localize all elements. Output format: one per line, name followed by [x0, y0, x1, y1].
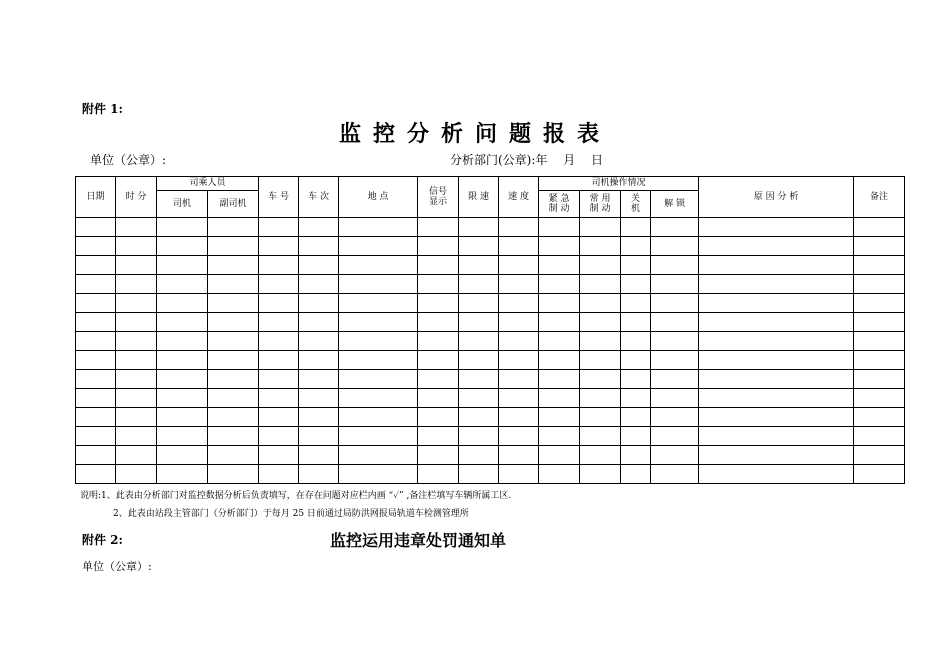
table-cell — [699, 294, 854, 313]
table-cell — [339, 256, 418, 275]
table-cell — [539, 370, 580, 389]
table-cell — [116, 465, 157, 484]
unit-stamp-label-2: 单位（公章）: — [82, 560, 152, 573]
table-cell — [116, 370, 157, 389]
table-cell — [339, 446, 418, 465]
table-cell — [651, 351, 699, 370]
table-cell — [157, 275, 208, 294]
table-cell — [299, 427, 339, 446]
header-train-no: 车 次 — [299, 177, 339, 218]
table-cell — [116, 275, 157, 294]
header-co-driver: 副司机 — [208, 191, 259, 218]
table-cell — [539, 218, 580, 237]
table-cell — [539, 294, 580, 313]
table-cell — [116, 351, 157, 370]
table-cell — [259, 313, 299, 332]
header-shutdown: 关 机 — [621, 191, 651, 218]
table-row — [76, 275, 905, 294]
table-cell — [854, 446, 905, 465]
table-row — [76, 446, 905, 465]
table-cell — [339, 313, 418, 332]
table-cell — [418, 389, 459, 408]
table-cell — [854, 275, 905, 294]
table-cell — [499, 427, 539, 446]
table-cell — [539, 351, 580, 370]
table-cell — [499, 294, 539, 313]
table-cell — [208, 237, 259, 256]
table-row — [76, 313, 905, 332]
table-cell — [157, 256, 208, 275]
table-cell — [580, 237, 621, 256]
table-cell — [418, 332, 459, 351]
table-cell — [621, 465, 651, 484]
table-cell — [418, 465, 459, 484]
report-title: 监控分析问题报表 — [338, 121, 611, 147]
table-cell — [259, 275, 299, 294]
table-cell — [259, 351, 299, 370]
table-cell — [580, 218, 621, 237]
table-cell — [299, 332, 339, 351]
table-cell — [299, 218, 339, 237]
table-cell — [339, 370, 418, 389]
table-cell — [651, 275, 699, 294]
table-cell — [76, 275, 116, 294]
table-cell — [651, 427, 699, 446]
table-cell — [580, 256, 621, 275]
table-cell — [76, 256, 116, 275]
table-row — [76, 408, 905, 427]
table-row — [76, 237, 905, 256]
table-cell — [339, 218, 418, 237]
table-cell — [116, 313, 157, 332]
analysis-dept-date-label: 分析部门(公章):年 月 日 — [450, 153, 604, 167]
unit-stamp-label: 单位（公章）: — [90, 153, 167, 167]
attachment-1-label: 附件 1: — [82, 102, 123, 116]
table-cell — [259, 370, 299, 389]
table-cell — [157, 389, 208, 408]
table-cell — [339, 408, 418, 427]
table-cell — [76, 389, 116, 408]
table-cell — [854, 218, 905, 237]
table-cell — [539, 256, 580, 275]
table-cell — [339, 351, 418, 370]
table-cell — [651, 294, 699, 313]
table-cell — [651, 389, 699, 408]
table-cell — [699, 370, 854, 389]
table-cell — [418, 446, 459, 465]
table-cell — [299, 389, 339, 408]
table-cell — [651, 256, 699, 275]
table-cell — [157, 332, 208, 351]
table-cell — [854, 427, 905, 446]
table-cell — [259, 446, 299, 465]
table-cell — [699, 313, 854, 332]
table-cell — [651, 332, 699, 351]
table-cell — [854, 256, 905, 275]
table-cell — [418, 408, 459, 427]
table-cell — [299, 465, 339, 484]
table-cell — [854, 332, 905, 351]
table-cell — [651, 237, 699, 256]
table-cell — [157, 465, 208, 484]
table-cell — [699, 332, 854, 351]
table-cell — [259, 465, 299, 484]
table-cell — [418, 256, 459, 275]
table-cell — [539, 408, 580, 427]
table-cell — [580, 408, 621, 427]
table-cell — [854, 408, 905, 427]
table-cell — [699, 256, 854, 275]
table-cell — [116, 256, 157, 275]
header-time: 时 分 — [116, 177, 157, 218]
table-cell — [621, 313, 651, 332]
table-cell — [339, 389, 418, 408]
table-row — [76, 370, 905, 389]
header-crew: 司乘人员 — [157, 177, 259, 191]
table-cell — [208, 389, 259, 408]
table-cell — [208, 446, 259, 465]
table-cell — [459, 275, 499, 294]
table-cell — [621, 370, 651, 389]
table-cell — [208, 427, 259, 446]
table-cell — [621, 408, 651, 427]
table-cell — [621, 389, 651, 408]
table-cell — [621, 332, 651, 351]
table-cell — [854, 237, 905, 256]
table-cell — [539, 332, 580, 351]
table-cell — [854, 370, 905, 389]
table-cell — [499, 332, 539, 351]
table-cell — [259, 256, 299, 275]
table-cell — [459, 389, 499, 408]
table-cell — [76, 218, 116, 237]
table-cell — [339, 294, 418, 313]
table-cell — [539, 446, 580, 465]
table-cell — [116, 218, 157, 237]
table-cell — [621, 237, 651, 256]
header-signal: 信号显示 — [418, 177, 459, 218]
table-cell — [208, 408, 259, 427]
table-cell — [459, 408, 499, 427]
table-cell — [651, 313, 699, 332]
table-cell — [76, 408, 116, 427]
table-cell — [539, 427, 580, 446]
table-cell — [259, 408, 299, 427]
table-cell — [157, 351, 208, 370]
table-cell — [499, 275, 539, 294]
table-cell — [499, 389, 539, 408]
table-cell — [76, 351, 116, 370]
table-cell — [157, 218, 208, 237]
table-cell — [76, 446, 116, 465]
table-cell — [299, 370, 339, 389]
table-cell — [418, 218, 459, 237]
table-cell — [459, 427, 499, 446]
table-cell — [299, 313, 339, 332]
table-cell — [699, 351, 854, 370]
header-driver-ops: 司机操作情况 — [539, 177, 699, 191]
attachment-2-label: 附件 2: — [82, 533, 123, 547]
table-cell — [418, 313, 459, 332]
table-cell — [208, 256, 259, 275]
table-cell — [699, 465, 854, 484]
table-cell — [259, 294, 299, 313]
table-cell — [499, 446, 539, 465]
table-cell — [339, 465, 418, 484]
table-cell — [116, 389, 157, 408]
table-cell — [621, 256, 651, 275]
table-cell — [76, 294, 116, 313]
table-cell — [157, 313, 208, 332]
table-cell — [157, 294, 208, 313]
table-cell — [339, 332, 418, 351]
table-cell — [418, 351, 459, 370]
header-cause: 原 因 分 析 — [699, 177, 854, 218]
table-cell — [539, 313, 580, 332]
table-cell — [208, 351, 259, 370]
table-cell — [76, 465, 116, 484]
table-cell — [208, 313, 259, 332]
header-remark: 备注 — [854, 177, 905, 218]
table-cell — [459, 218, 499, 237]
note-line-1: 说明:1、此表由分析部门对监控数据分析后负责填写，在存在问题对应栏内画 “✓” ,备注栏填写车辆所属工区. — [80, 491, 512, 501]
table-cell — [76, 370, 116, 389]
header-service-brake: 常 用 制 动 — [580, 191, 621, 218]
table-cell — [539, 465, 580, 484]
table-cell — [621, 294, 651, 313]
header-date: 日期 — [76, 177, 116, 218]
table-cell — [157, 237, 208, 256]
table-cell — [499, 313, 539, 332]
table-cell — [651, 408, 699, 427]
table-cell — [76, 237, 116, 256]
table-cell — [580, 389, 621, 408]
table-cell — [621, 275, 651, 294]
table-cell — [699, 237, 854, 256]
table-cell — [580, 313, 621, 332]
table-cell — [621, 446, 651, 465]
table-cell — [157, 427, 208, 446]
table-cell — [418, 370, 459, 389]
table-cell — [499, 408, 539, 427]
table-cell — [854, 351, 905, 370]
table-cell — [259, 389, 299, 408]
table-cell — [76, 332, 116, 351]
header-location: 地 点 — [339, 177, 418, 218]
table-cell — [651, 218, 699, 237]
table-cell — [854, 294, 905, 313]
table-row — [76, 427, 905, 446]
header-speed: 速 度 — [499, 177, 539, 218]
table-cell — [208, 294, 259, 313]
table-cell — [299, 237, 339, 256]
table-cell — [539, 237, 580, 256]
table-cell — [621, 351, 651, 370]
table-cell — [499, 465, 539, 484]
table-cell — [699, 389, 854, 408]
table-cell — [459, 332, 499, 351]
table-cell — [418, 427, 459, 446]
table-cell — [116, 294, 157, 313]
table-cell — [499, 218, 539, 237]
note-line-2: 2、此表由站段主管部门（分析部门）于每月 25 日前通过局防洪网报局轨道车检测管理所 — [113, 509, 469, 519]
table-cell — [208, 465, 259, 484]
table-cell — [699, 446, 854, 465]
table-cell — [259, 427, 299, 446]
table-cell — [699, 275, 854, 294]
table-cell — [651, 370, 699, 389]
table-cell — [208, 218, 259, 237]
table-cell — [418, 294, 459, 313]
table-cell — [499, 256, 539, 275]
table-cell — [854, 465, 905, 484]
table-cell — [621, 427, 651, 446]
table-row — [76, 351, 905, 370]
table-cell — [116, 332, 157, 351]
table-cell — [299, 294, 339, 313]
table-cell — [418, 275, 459, 294]
table-cell — [651, 446, 699, 465]
header-speed-limit: 限 速 — [459, 177, 499, 218]
table-row — [76, 218, 905, 237]
table-cell — [339, 427, 418, 446]
monitoring-report-table — [75, 176, 905, 484]
table-cell — [459, 370, 499, 389]
table-cell — [580, 465, 621, 484]
table-cell — [499, 237, 539, 256]
table-cell — [208, 275, 259, 294]
table-cell — [116, 408, 157, 427]
table-cell — [499, 370, 539, 389]
table-cell — [259, 218, 299, 237]
table-cell — [539, 275, 580, 294]
table-cell — [259, 237, 299, 256]
table-cell — [76, 313, 116, 332]
table-cell — [621, 218, 651, 237]
table-cell — [651, 465, 699, 484]
table-cell — [116, 237, 157, 256]
table-cell — [299, 408, 339, 427]
table-cell — [459, 465, 499, 484]
table-cell — [76, 427, 116, 446]
table-cell — [854, 389, 905, 408]
table-cell — [699, 218, 854, 237]
table-cell — [299, 275, 339, 294]
table-cell — [459, 313, 499, 332]
table-cell — [459, 446, 499, 465]
table-cell — [580, 332, 621, 351]
table-row — [76, 465, 905, 484]
table-cell — [580, 427, 621, 446]
table-row — [76, 389, 905, 408]
table-cell — [259, 332, 299, 351]
table-cell — [299, 446, 339, 465]
table-cell — [299, 351, 339, 370]
table-row — [76, 332, 905, 351]
table-cell — [580, 351, 621, 370]
table-cell — [339, 237, 418, 256]
table-cell — [116, 446, 157, 465]
table-row — [76, 256, 905, 275]
table-cell — [339, 275, 418, 294]
table-cell — [208, 332, 259, 351]
table-cell — [459, 237, 499, 256]
table-cell — [418, 237, 459, 256]
table-cell — [580, 370, 621, 389]
table-cell — [157, 446, 208, 465]
table-cell — [459, 256, 499, 275]
table-row — [76, 294, 905, 313]
table-cell — [854, 313, 905, 332]
table-cell — [157, 370, 208, 389]
table-cell — [459, 294, 499, 313]
table-cell — [580, 446, 621, 465]
table-cell — [539, 389, 580, 408]
table-cell — [699, 408, 854, 427]
table-cell — [157, 408, 208, 427]
table-cell — [299, 256, 339, 275]
table-cell — [116, 427, 157, 446]
table-cell — [580, 294, 621, 313]
header-car-no: 车 号 — [259, 177, 299, 218]
header-driver: 司机 — [157, 191, 208, 218]
header-unlock: 解 锁 — [651, 191, 699, 218]
header-emergency-brake: 紧 急 制 动 — [539, 191, 580, 218]
table-cell — [699, 427, 854, 446]
table-cell — [499, 351, 539, 370]
table-cell — [459, 351, 499, 370]
penalty-notice-title: 监控运用违章处罚通知单 — [330, 531, 507, 550]
table-cell — [208, 370, 259, 389]
table-cell — [580, 275, 621, 294]
